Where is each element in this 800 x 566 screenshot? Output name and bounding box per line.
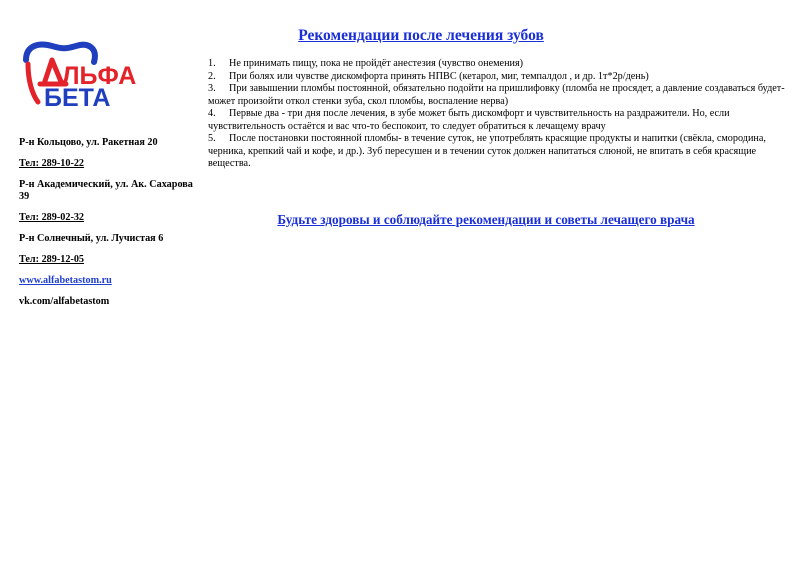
item-number: 4. [208, 108, 216, 119]
alfa-beta-logo [22, 40, 170, 108]
tooth-logo-icon [22, 40, 170, 108]
contacts-sidebar [19, 137, 194, 317]
page-title: Рекомендации после лечения зубов [298, 27, 544, 44]
item-number: 2. [208, 70, 216, 82]
list-item [208, 108, 788, 133]
branch-phone[interactable]: Тел: 289-10-22 [19, 158, 85, 169]
branch-address: Р-н Солнечный, ул. Лучистая 6 [19, 233, 164, 244]
vk-link: vk.com/alfabetastom [19, 296, 110, 307]
branch-phone[interactable]: Тел: 289-02-32 [19, 212, 85, 223]
branch-phone[interactable]: Тел: 289-12-05 [19, 254, 85, 265]
branch-address: Р-н Кольцово, ул. Ракетная 20 [19, 137, 158, 148]
logo-word-beta: БЕТА [44, 84, 111, 108]
list-item [208, 133, 788, 171]
item-number: 5. [208, 133, 216, 144]
branch-address: Р-н Академический, ул. Ак. Сахарова 39 [19, 179, 193, 202]
logo-word-alfa: ЛЬФА [62, 62, 137, 90]
list-item [208, 58, 788, 71]
item-text: При болях или чувстве дискомфорта принять НПВС (кетарол, миг, темпалдол , и др. 1т*2р/день) [229, 70, 649, 82]
website-link[interactable]: www.alfabetastom.ru [19, 275, 112, 286]
list-item [208, 83, 788, 108]
item-text: Первые два - три дня после лечения, в зубе может быть дискомфорт и чувствительность на раздражители. Но, если чувствительность остаётся и вас что-то беспокоит, то следует обратиться к лечащему врачу [208, 108, 730, 132]
item-number: 1. [208, 58, 216, 69]
item-number: 3. [208, 83, 216, 94]
item-text: Не принимать пищу, пока не пройдёт анестезия (чувство онемения) [229, 58, 524, 69]
item-text: После постановки постоянной пломбы- в течение суток, не употреблять красящие продукты и напитки (свёкла, смородина, черника, крепкий чай и кофе, и др.). Зуб пересушен и в течении суток должен напитаться слюной, не впитать в себя красящие вещества. [208, 133, 766, 169]
recommendations-list [208, 58, 788, 171]
closing-message: Будьте здоровы и соблюдайте рекомендации и советы лечащего врача [277, 212, 695, 227]
item-text: При завышении пломбы постоянной, обязательно подойти на пришлифовку (пломба не просядет, а давление создаваться будет- может произойти откол стенки зуба, скол пломбы, воспаление нерва) [208, 83, 785, 107]
list-item [208, 71, 788, 84]
